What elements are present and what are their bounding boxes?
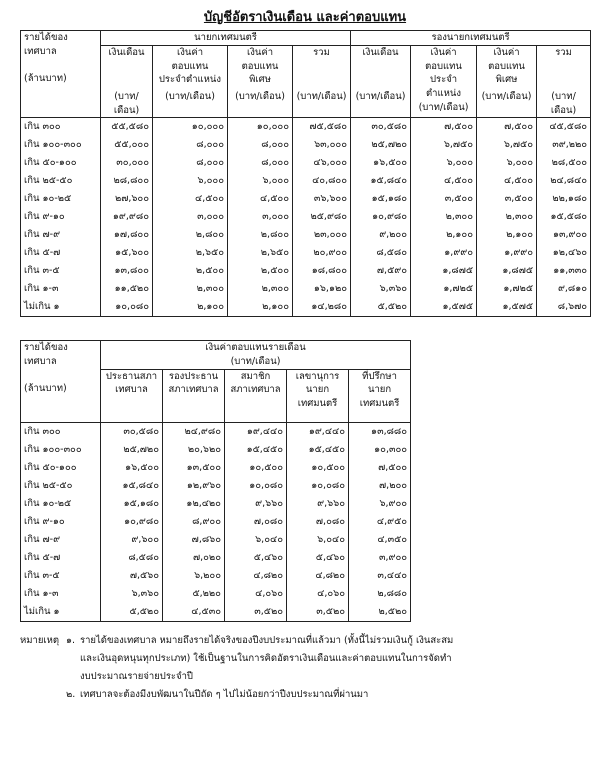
revenue-range-cell: เกิน ๓-๕	[21, 567, 101, 585]
value-cell: ๗๕,๕๘๐	[293, 118, 351, 137]
notes	[20, 632, 600, 704]
value-cell: ๔,๕๐๐	[411, 172, 477, 190]
value-cell: ๖,๐๐๐	[411, 154, 477, 172]
column-header-unit: (บาท/เดือน)	[418, 101, 469, 113]
table-row	[21, 422, 411, 441]
value-cell: ๔๐,๘๐๐	[293, 172, 351, 190]
value-cell: ๑๐,๕๐๐	[287, 459, 349, 477]
table-row	[21, 226, 591, 244]
value-cell: ๑๐,๕๐๐	[225, 459, 287, 477]
value-cell: ๙,๖๖๐	[225, 495, 287, 513]
column-header-label: รวม	[313, 46, 330, 58]
value-cell: ๕,๔๖๐	[287, 549, 349, 567]
value-cell: ๗,๕๐๐	[349, 459, 411, 477]
value-cell: ๑๒,๙๖๐	[163, 477, 225, 495]
revenue-range-cell: ไม่เกิน ๑	[21, 603, 101, 622]
table-row	[21, 567, 411, 585]
value-cell: ๑๐,๐๐๐	[228, 118, 293, 137]
value-cell: ๑๓,๘๐๐	[101, 262, 153, 280]
table-row	[21, 244, 591, 262]
note-text: เทศบาลจะต้องมีงบพัฒนาในปีถัด ๆ ไปไม่น้อยกว่าปีงบประมาณที่ผ่านมา	[80, 689, 369, 701]
note-text: งบประมาณรายจ่ายประจำปี	[80, 671, 193, 683]
value-cell: ๖,๒๐๐	[163, 567, 225, 585]
revenue-range-cell: เกิน ๑๐-๒๕	[21, 495, 101, 513]
value-cell: ๗,๕๐๐	[477, 118, 537, 137]
value-cell: ๒,๘๘๐	[349, 585, 411, 603]
value-cell: ๔,๕๐๐	[477, 172, 537, 190]
revenue-range-cell: เกิน ๑-๓	[21, 585, 101, 603]
value-cell: ๒,๓๐๐	[411, 208, 477, 226]
table-row	[21, 585, 411, 603]
value-cell: ๑๐,๙๘๐	[351, 208, 411, 226]
value-cell: ๖๓,๐๐๐	[293, 136, 351, 154]
revenue-range-cell: เกิน ๕-๗	[21, 549, 101, 567]
value-cell: ๓,๐๐๐	[153, 208, 228, 226]
value-cell: ๖,๐๐๐	[153, 172, 228, 190]
value-cell: ๔,๕๐๐	[153, 190, 228, 208]
revenue-range-cell: เกิน ๕๐-๑๐๐	[21, 154, 101, 172]
value-cell: ๖,๙๐๐	[349, 495, 411, 513]
value-cell: ๕,๔๖๐	[225, 549, 287, 567]
column-header	[153, 45, 228, 118]
value-cell: ๑๐,๙๘๐	[101, 513, 163, 531]
value-cell: ๓๐,๕๘๐	[351, 118, 411, 137]
value-cell: ๓,๕๒๐	[287, 603, 349, 622]
value-cell: ๑๘,๘๐๐	[293, 262, 351, 280]
value-cell: ๒๕,๗๒๐	[351, 136, 411, 154]
column-header-unit: (บาท/เดือน)	[113, 90, 140, 116]
value-cell: ๔,๐๖๐	[287, 585, 349, 603]
revenue-range-cell: ไม่เกิน ๑	[21, 298, 101, 317]
column-header: สมาชิก สภาเทศบาล	[225, 369, 287, 422]
salary-table	[20, 30, 591, 317]
value-cell: ๑๕,๑๘๐	[351, 190, 411, 208]
value-cell: ๘,๕๘๐	[351, 244, 411, 262]
value-cell: ๗,๘๖๐	[163, 531, 225, 549]
value-cell: ๗,๕๖๐	[101, 567, 163, 585]
page-title: บัญชีอัตราเงินเดือน และค่าตอบแทน	[203, 10, 407, 25]
revenue-range-cell: เกิน ๓๐๐	[21, 422, 101, 441]
value-cell: ๑๕,๔๕๐	[225, 441, 287, 459]
column-header-unit: (บาท/เดือน)	[235, 90, 285, 102]
revenue-range-cell: เกิน ๕-๗	[21, 244, 101, 262]
table-row	[21, 262, 591, 280]
value-cell: ๒,๓๐๐	[228, 280, 293, 298]
table-row	[21, 154, 591, 172]
value-cell: ๑๒,๔๒๐	[163, 495, 225, 513]
column-header-unit: (บาท/เดือน)	[481, 90, 532, 102]
revenue-range-cell: เกิน ๓๐๐	[21, 118, 101, 137]
value-cell: ๑๔,๒๘๐	[293, 298, 351, 317]
deputy-mayor-group-header: รองนายกเทศมนตรี	[351, 31, 591, 46]
value-cell: ๑๕,๑๘๐	[101, 495, 163, 513]
value-cell: ๒,๘๐๐	[153, 226, 228, 244]
column-header	[351, 45, 411, 118]
column-header	[411, 45, 477, 118]
value-cell: ๕,๒๒๐	[163, 585, 225, 603]
value-cell: ๗,๐๘๐	[225, 513, 287, 531]
note-text: และเงินอุดหนุนทุกประเภท) ใช้เป็นฐานในการคิดอัตราเงินเดือนและค่าตอบแทนในการจัดทำ	[80, 653, 452, 665]
value-cell: ๗,๐๘๐	[287, 513, 349, 531]
value-cell: ๑๐,๐๘๐	[101, 298, 153, 317]
value-cell: ๔,๘๒๐	[287, 567, 349, 585]
revenue-range-cell: เกิน ๕๐-๑๐๐	[21, 459, 101, 477]
value-cell: ๔,๙๕๐	[349, 513, 411, 531]
value-cell: ๖,๗๕๐	[477, 136, 537, 154]
column-header-label: เงินค่า ตอบแทน พิเศษ	[241, 46, 279, 86]
value-cell: ๒,๓๐๐	[153, 280, 228, 298]
value-cell: ๒๓,๐๐๐	[293, 226, 351, 244]
value-cell: ๓๖,๖๐๐	[293, 190, 351, 208]
value-cell: ๗,๕๙๐	[351, 262, 411, 280]
table-row	[21, 208, 591, 226]
value-cell: ๑๑,๓๓๐	[537, 262, 591, 280]
value-cell: ๑๕,๘๔๐	[351, 172, 411, 190]
allowance-table	[20, 340, 411, 622]
value-cell: ๒๕,๗๒๐	[101, 441, 163, 459]
value-cell: ๒๘,๕๐๐	[537, 154, 591, 172]
value-cell: ๙,๖๐๐	[101, 531, 163, 549]
value-cell: ๑๙,๔๔๐	[225, 422, 287, 441]
value-cell: ๑๙,๔๔๐	[287, 422, 349, 441]
value-cell: ๑๖,๕๐๐	[351, 154, 411, 172]
value-cell: ๗,๕๐๐	[411, 118, 477, 137]
value-cell: ๖,๐๔๐	[287, 531, 349, 549]
value-cell: ๓๐,๕๘๐	[101, 422, 163, 441]
revenue-range-cell: เกิน ๙-๑๐	[21, 513, 101, 531]
value-cell: ๑๒,๔๖๐	[537, 244, 591, 262]
value-cell: ๘,๙๐๐	[163, 513, 225, 531]
value-cell: ๔,๐๖๐	[225, 585, 287, 603]
value-cell: ๒,๕๐๐	[153, 262, 228, 280]
table-row	[21, 459, 411, 477]
table-row	[21, 136, 591, 154]
revenue-range-cell: เกิน ๒๕-๕๐	[21, 172, 101, 190]
value-cell: ๑๑,๕๒๐	[101, 280, 153, 298]
value-cell: ๓,๐๐๐	[228, 208, 293, 226]
column-header	[537, 45, 591, 118]
value-cell: ๒,๓๐๐	[477, 208, 537, 226]
value-cell: ๒,๑๐๐	[477, 226, 537, 244]
value-cell: ๕๕,๕๘๐	[101, 118, 153, 137]
value-cell: ๓,๕๐๐	[411, 190, 477, 208]
revenue-range-cell: เกิน ๑๐๐-๓๐๐	[21, 136, 101, 154]
table-row	[21, 477, 411, 495]
value-cell: ๓,๕๒๐	[225, 603, 287, 622]
value-cell: ๑๗,๘๐๐	[101, 226, 153, 244]
note-line	[20, 632, 600, 650]
value-cell: ๒๐,๖๒๐	[163, 441, 225, 459]
table-row	[21, 549, 411, 567]
revenue-range-cell: เกิน ๑๐-๒๕	[21, 190, 101, 208]
value-cell: ๖,๐๔๐	[225, 531, 287, 549]
value-cell: ๒,๕๐๐	[228, 262, 293, 280]
value-cell: ๓,๔๔๐	[349, 567, 411, 585]
table-row	[21, 513, 411, 531]
column-header-unit: (บาท/เดือน)	[355, 90, 406, 102]
value-cell: ๒,๑๐๐	[228, 298, 293, 317]
revenue-range-cell: เกิน ๒๕-๕๐	[21, 477, 101, 495]
value-cell: ๒,๑๐๐	[153, 298, 228, 317]
revenue-range-cell: เกิน ๓-๕	[21, 262, 101, 280]
value-cell: ๒,๘๐๐	[228, 226, 293, 244]
value-cell: ๑,๗๒๕	[477, 280, 537, 298]
value-cell: ๗,๒๐๐	[349, 477, 411, 495]
value-cell: ๑๐,๐๘๐	[287, 477, 349, 495]
value-cell: ๘,๐๐๐	[228, 154, 293, 172]
value-cell: ๖,๗๕๐	[411, 136, 477, 154]
value-cell: ๘,๐๐๐	[228, 136, 293, 154]
value-cell: ๒๒,๑๘๐	[537, 190, 591, 208]
column-header-label: เงินค่า ตอบแทน พิเศษ	[488, 46, 525, 86]
value-cell: ๖,๐๐๐	[228, 172, 293, 190]
note-line	[20, 650, 600, 668]
value-cell: ๑๖,๕๐๐	[101, 459, 163, 477]
column-header: รองประธาน สภาเทศบาล	[163, 369, 225, 422]
revenue-header: รายได้ของ เทศบาล (ล้านบาท)	[21, 31, 101, 118]
note-line	[20, 686, 600, 704]
value-cell: ๑๓,๙๐๐	[537, 226, 591, 244]
note-label: หมายเหตุ	[20, 635, 60, 646]
value-cell: ๑,๘๗๕	[477, 262, 537, 280]
value-cell: ๕,๕๒๐	[101, 603, 163, 622]
revenue-range-cell: เกิน ๙-๑๐	[21, 208, 101, 226]
value-cell: ๑๓,๕๐๐	[163, 459, 225, 477]
value-cell: ๒,๖๕๐	[153, 244, 228, 262]
value-cell: ๓๙,๒๒๐	[537, 136, 591, 154]
value-cell: ๔๕,๕๘๐	[537, 118, 591, 137]
value-cell: ๔,๘๒๐	[225, 567, 287, 585]
value-cell: ๑๕,๘๔๐	[101, 477, 163, 495]
column-header	[293, 45, 351, 118]
column-header	[228, 45, 293, 118]
value-cell: ๕,๕๒๐	[351, 298, 411, 317]
revenue-header: รายได้ของ เทศบาล (ล้านบาท)	[21, 341, 101, 423]
note-number: ๒.	[66, 689, 76, 701]
value-cell: ๑,๗๒๕	[411, 280, 477, 298]
column-header-label: เงินเดือน	[362, 46, 399, 58]
value-cell: ๑๕,๔๕๐	[287, 441, 349, 459]
column-header-unit: (บาท/เดือน)	[296, 90, 347, 102]
value-cell: ๑,๙๙๐	[477, 244, 537, 262]
value-cell: ๖,๓๖๐	[101, 585, 163, 603]
value-cell: ๒,๕๒๐	[349, 603, 411, 622]
value-cell: ๑,๕๗๕	[411, 298, 477, 317]
column-header-unit: (บาท/เดือน)	[165, 90, 215, 102]
table-row	[21, 531, 411, 549]
value-cell: ๙,๘๑๐	[537, 280, 591, 298]
column-header-label: เงินค่า ตอบแทน ประจำตำแหน่ง	[158, 46, 222, 86]
note-text: รายได้ของเทศบาล หมายถึงรายได้จริงของปีงบประมาณที่แล้วมา (ทั้งนี้ไม่รวมเงินกู้ เงินสะสม	[80, 635, 454, 646]
column-header: ประธานสภา เทศบาล	[101, 369, 163, 422]
column-header	[101, 45, 153, 118]
column-header-label: เงินค่า ตอบแทน ประจำตำแหน่ง	[425, 46, 462, 100]
value-cell: ๑๐,๐๘๐	[225, 477, 287, 495]
value-cell: ๒,๖๕๐	[228, 244, 293, 262]
table-row	[21, 172, 591, 190]
value-cell: ๔,๕๐๐	[228, 190, 293, 208]
note-line	[20, 668, 600, 686]
value-cell: ๓๐,๐๐๐	[101, 154, 153, 172]
value-cell: ๑,๙๙๐	[411, 244, 477, 262]
revenue-range-cell: เกิน ๑-๓	[21, 280, 101, 298]
value-cell: ๘,๕๘๐	[101, 549, 163, 567]
table-row	[21, 118, 591, 137]
value-cell: ๒,๑๐๐	[411, 226, 477, 244]
revenue-range-cell: เกิน ๑๐๐-๓๐๐	[21, 441, 101, 459]
value-cell: ๒๔,๙๘๐	[163, 422, 225, 441]
value-cell: ๒๔,๘๔๐	[537, 172, 591, 190]
value-cell: ๗,๐๒๐	[163, 549, 225, 567]
value-cell: ๔,๕๓๐	[163, 603, 225, 622]
table-row	[21, 441, 411, 459]
value-cell: ๑,๘๗๕	[411, 262, 477, 280]
value-cell: ๓,๙๐๐	[349, 549, 411, 567]
column-header-unit: (บาท/เดือน)	[550, 90, 577, 116]
value-cell: ๙,๒๐๐	[351, 226, 411, 244]
column-header: เลขานุการ นายก เทศมนตรี	[287, 369, 349, 422]
value-cell: ๑,๕๗๕	[477, 298, 537, 317]
column-header-label: รวม	[555, 46, 572, 58]
value-cell: ๖,๓๖๐	[351, 280, 411, 298]
note-label	[20, 686, 66, 704]
value-cell: ๒๐,๙๐๐	[293, 244, 351, 262]
note-number: ๑.	[66, 635, 76, 646]
value-cell: ๑๐,๐๐๐	[153, 118, 228, 137]
value-cell: ๒๗,๖๐๐	[101, 190, 153, 208]
allowance-group-header: เงินค่าตอบแทนรายเดือน (บาท/เดือน)	[101, 341, 411, 370]
value-cell: ๒๕,๙๘๐	[293, 208, 351, 226]
value-cell: ๒๘,๘๐๐	[101, 172, 153, 190]
table-row	[21, 603, 411, 622]
value-cell: ๙,๖๖๐	[287, 495, 349, 513]
value-cell: ๓,๕๐๐	[477, 190, 537, 208]
revenue-range-cell: เกิน ๗-๙	[21, 226, 101, 244]
value-cell: ๘,๐๐๐	[153, 154, 228, 172]
value-cell: ๔๖,๐๐๐	[293, 154, 351, 172]
value-cell: ๘,๖๗๐	[537, 298, 591, 317]
column-header	[477, 45, 537, 118]
table-row	[21, 495, 411, 513]
value-cell: ๕๕,๐๐๐	[101, 136, 153, 154]
value-cell: ๑๓,๘๘๐	[349, 422, 411, 441]
value-cell: ๑๐,๓๐๐	[349, 441, 411, 459]
table-row	[21, 298, 591, 317]
column-header-label: เงินเดือน	[108, 46, 145, 58]
value-cell: ๑๙,๙๘๐	[101, 208, 153, 226]
value-cell: ๑๖,๑๒๐	[293, 280, 351, 298]
value-cell: ๑๕,๖๐๐	[101, 244, 153, 262]
revenue-range-cell: เกิน ๗-๙	[21, 531, 101, 549]
mayor-group-header: นายกเทศมนตรี	[101, 31, 351, 46]
column-header: ที่ปรึกษา นายก เทศมนตรี	[349, 369, 411, 422]
table-row	[21, 280, 591, 298]
table-row	[21, 190, 591, 208]
value-cell: ๔,๓๕๐	[349, 531, 411, 549]
value-cell: ๖,๐๐๐	[477, 154, 537, 172]
value-cell: ๘,๐๐๐	[153, 136, 228, 154]
value-cell: ๑๕,๕๘๐	[537, 208, 591, 226]
